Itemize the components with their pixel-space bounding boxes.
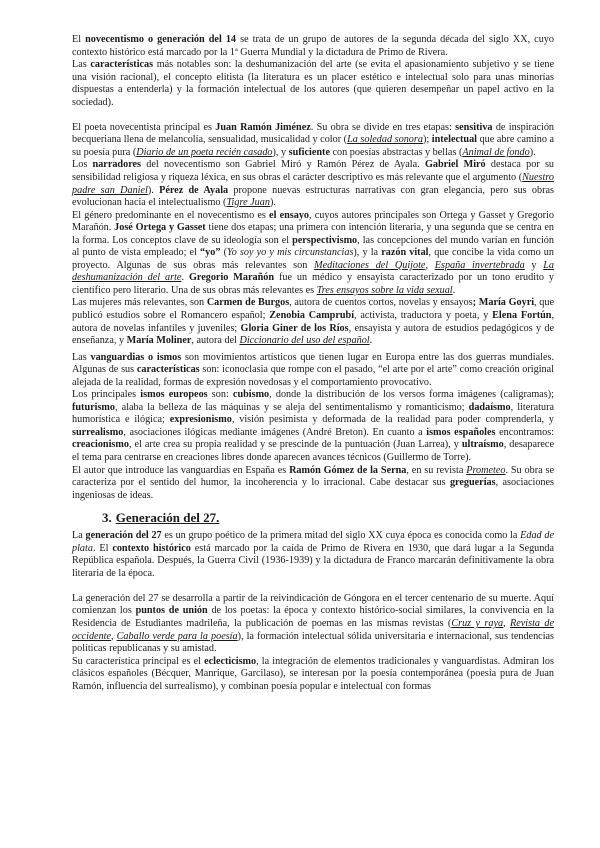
text: , las concepciones del mundo varían en función al punto de vista empleado; el: [72, 234, 554, 259]
quote-italic: Yo soy yo y mis circunstancias: [226, 247, 354, 259]
text: , autora de novelas infantiles y juveniles;: [72, 309, 554, 334]
work-title: Nuestro padre san Daniel: [72, 171, 554, 196]
work-title: Tres ensayos sobre la vida sexual: [316, 284, 453, 296]
text: , asociaciones ingeniosas de ideas.: [72, 477, 554, 501]
text: fue un médico y ensayista caracterizado por un tono erudito y científico pero literario. Una de sus obras más relevantes es: [72, 272, 555, 296]
author-name: Carmen de Burgos: [206, 297, 290, 309]
text: , autora del: [191, 335, 240, 347]
text: con poesías abstractas y bellas (: [329, 146, 463, 158]
text: propone nuevas estructuras narrativas con gran elegancia, pero sus obras evolucionan hacia el intelectualismo (: [72, 184, 554, 209]
text: , la integración de elementos tradicionales y vanguardistas. Admiran los clásicos españoles (Bécquer, Manrique, Garcilaso), se interesan por la poesía contemporánea (poesía pura de Juan Ramón, influencia del surrealismo), y combinan poesía popular e intelectual con formas: [72, 655, 554, 692]
paragraph-mujeres: [72, 297, 554, 347]
author-name: ; María Goyri: [472, 297, 535, 309]
text: son movimientos artísticos que tienen lugar en Europa entre las dos guerras mundiales. Algunas de sus: [72, 351, 554, 376]
term: ultraísmo: [461, 439, 504, 451]
text: El autor que introduce las vanguardias en España es: [72, 464, 290, 476]
text: , el arte crea su propia realidad y se prescinde de la puntuación (Juan Larrea), y: [128, 439, 462, 451]
text: ).: [147, 184, 160, 196]
paragraph-gongora: [72, 593, 554, 656]
text: son:: [207, 389, 233, 401]
section-number: 3.: [102, 510, 112, 526]
text: , desaparece el tema para centrarse en creaciones libres donde aparecen avances técnicos (Guillermo de Torre).: [72, 439, 554, 463]
work-title: Prometeo: [466, 464, 506, 476]
author-name: Elena Fortún: [492, 309, 552, 321]
text: de los poetas: la época y contexto histórico-social similares, la convivencia en la Residencia de Estudiantes madrileña, la publicación de poemas en las mismas revistas (: [72, 605, 555, 629]
paragraph-juan-ramon: [72, 122, 554, 160]
text: Las: [72, 59, 91, 71]
author-name: Gregorio Marañón: [188, 272, 275, 284]
term: surrealismo: [72, 426, 124, 438]
paragraph-novecentismo-intro: [72, 34, 554, 59]
text: , cuyos autores principales son Ortega y Gasset y Gregorio Marañón.: [72, 209, 554, 234]
work-title: Diccionario del uso del español: [239, 335, 370, 347]
text: ,: [503, 617, 511, 629]
author-name: Gloria Giner de los Ríos: [240, 322, 349, 334]
paragraph-vanguardias: [72, 352, 554, 390]
work-title: Cruz y raya: [451, 617, 504, 629]
text: , en su revista: [406, 464, 467, 476]
work-title: Animal de fondo: [462, 146, 530, 158]
paragraph-caracteristicas: [72, 59, 554, 109]
text: son: iconoclasia que rompe con el pasado, “el arte por el arte” como creación original alejada de la realidad, formas de expresión novedosas y el comportamiento provocativo.: [72, 364, 554, 388]
work-title: España invertebrada: [434, 259, 525, 271]
text: . El: [92, 542, 113, 554]
text: . Su obra se divide en tres etapas:: [310, 121, 456, 133]
term: perspectivismo: [292, 234, 358, 246]
text: La: [72, 530, 86, 542]
work-title: Caballo verde para la poesía: [116, 630, 238, 642]
text: Las: [72, 351, 91, 363]
text: La generación del 27 se desarrolla a partir de la reivindicación de Góngora en el tercer centenario de su muerte. Aquí comienzan los: [72, 592, 554, 617]
text: Las mujeres más relevantes, son: [72, 297, 207, 309]
text: (: [220, 247, 227, 259]
term: “yo”: [200, 247, 221, 259]
paragraph-generacion-27: [72, 530, 554, 580]
text: encontramos:: [495, 426, 554, 438]
author-name: José Ortega y Gasset: [114, 222, 206, 234]
author-name: María Moliner: [126, 335, 192, 347]
text: que abre camino a su poesía pura (: [72, 134, 554, 158]
text: , activista, traductora y poeta, y: [354, 309, 493, 321]
author-name: Gabriel Miró: [424, 159, 486, 171]
text: y: [524, 259, 544, 271]
paragraph-gomez-de-la-serna: [72, 465, 554, 503]
text: ), y: [272, 146, 289, 158]
term: razón vital: [381, 247, 429, 259]
work-title: Meditaciones del Quijote: [314, 259, 426, 271]
text: ,: [111, 630, 117, 642]
term: ismos europeos: [140, 389, 208, 401]
term: generación del 27: [85, 530, 162, 542]
text: tiene dos etapas; una primera con intención literaria, y una segunda que se centra en la forma. Los conceptos clave de su ideología son el: [72, 222, 554, 246]
text: está marcado por la caída de Primo de Rivera en 1930, que dará lugar a la Segunda República española. Después, la Guerra Civil (1936-1939) y la dictadura de Franco marcarán definitivamente la obra literaria de la época.: [72, 542, 554, 579]
text: , que concibe la vida como un proyecto. Algunas de sus obras más relevantes son: [72, 247, 554, 271]
paragraph-ismos: [72, 389, 554, 464]
term: eclecticismo: [204, 655, 257, 667]
term-caracteristicas: características: [90, 59, 154, 71]
term: dadaísmo: [468, 401, 511, 413]
spacer: [72, 109, 554, 122]
term: vanguardias o ismos: [90, 351, 182, 363]
text: . Su obra se caracteriza por el sentido del humor, la incoherencia y lo irracional. Cabe destacar sus: [72, 464, 554, 489]
term: expresionismo: [169, 414, 232, 426]
text: se trata de un grupo de autores de la segunda década del siglo XX, cuyo contexto histórico está marcado por la 1ª Guerra Mundial y la dictadura de Primo de Rivera.: [72, 34, 554, 58]
author-name: Juan Ramón Jiménez: [215, 121, 311, 133]
term: contexto histórico: [112, 542, 191, 554]
text: , ensayista y autora de estudios pedagógicos y de enseñanza, y: [72, 322, 554, 347]
text: El: [72, 34, 86, 45]
work-title: Revista de occidente: [72, 617, 555, 642]
text: El género predominante en el novecentismo es: [72, 209, 270, 221]
text: es un grupo poético de la primera mitad del siglo XX cuya época es conocida como la: [161, 530, 521, 542]
text: ,: [425, 259, 435, 271]
paragraph-narradores: [72, 159, 554, 209]
text: Su característica principal es el: [72, 655, 205, 667]
term: suficiente: [288, 146, 330, 158]
term: intelectual: [431, 134, 478, 146]
text: , que publicó estudios sobre el Romancero español;: [72, 297, 554, 321]
term: puntos de unión: [135, 605, 208, 617]
text: destaca por su sensibilidad religiosa y riqueza léxica, en sus obras el carácter descriptivo es más relevante que el argumento (: [72, 159, 555, 183]
term: creacionismo: [72, 439, 129, 451]
text: , autora de cuentos cortos, novelas y ensayos: [289, 297, 473, 309]
text: El poeta novecentista principal es: [72, 121, 216, 133]
text: ).: [269, 197, 276, 209]
paragraph-eclecticismo: [72, 656, 554, 694]
quote-italic: Edad de plata: [72, 530, 554, 554]
term: sensitiva: [455, 121, 493, 133]
text: );: [422, 134, 432, 146]
work-title: La deshumanización del arte: [72, 259, 555, 284]
term: ismos españoles: [426, 426, 496, 438]
text: Los: [72, 159, 93, 171]
author-name: Ramón Gómez de la Serna: [289, 464, 407, 476]
term: narradores: [92, 159, 142, 171]
term-novecentismo: novecentismo o generación del 14: [85, 34, 237, 45]
work-title: Diario de un poeta recién casado: [136, 146, 273, 158]
text: .: [369, 335, 373, 347]
text: .: [452, 284, 456, 296]
section-heading: [102, 510, 554, 526]
author-name: Zenobia Camprubí: [269, 309, 355, 321]
text: más notables son: la deshumanización del arte (se evita el apasionamiento subjetivo y se tiene una visión racional), el concepto elitista (la literatura es un placer estético e intelectual solo para unas minorías dispuestas a entenderla) y la formación intelectual de los autores (que quieren desempeñar un papel activo en la sociedad).: [72, 59, 555, 108]
section-title: Generación del 27.: [115, 510, 220, 526]
term: características: [136, 364, 200, 376]
term: cubismo: [232, 389, 270, 401]
text: ), la formación intelectual sólida universitaria e internacional, sus tendencias políticas republicanas y su amistad.: [72, 630, 555, 655]
text: ), y la: [353, 247, 382, 259]
text: , literatura humorística e ilógica;: [72, 401, 554, 426]
text: .: [181, 272, 189, 284]
text: de inspiración becqueriana llena de melancolía, sensualidad, musicalidad y color (: [72, 121, 555, 146]
author-name: Pérez de Ayala: [159, 184, 229, 196]
text: del novecentismo son Gabriel Miró y Ramón Pérez de Ayala.: [141, 159, 425, 171]
term: futurismo: [72, 401, 116, 413]
text: ).: [529, 146, 536, 158]
paragraph-ensayo: [72, 210, 554, 298]
text: , alaba la belleza de las máquinas y se aleja del sentimentalismo y romanticismo;: [115, 401, 469, 413]
text: , donde la distribución de los versos forma imágenes (caligramas);: [269, 389, 554, 401]
spacer: [72, 580, 554, 593]
text: Los principales: [72, 389, 141, 401]
work-title: Tigre Juan: [226, 197, 270, 209]
work-title: La soledad sonora: [347, 134, 423, 146]
text: , visión pesimista y deformada de la realidad para poder comprenderla, y: [231, 414, 554, 426]
text: , asociaciones ilógicas mediante imágenes (André Breton). En cuanto a: [123, 426, 427, 438]
term: greguerías: [449, 477, 496, 489]
term: el ensayo: [269, 209, 310, 221]
